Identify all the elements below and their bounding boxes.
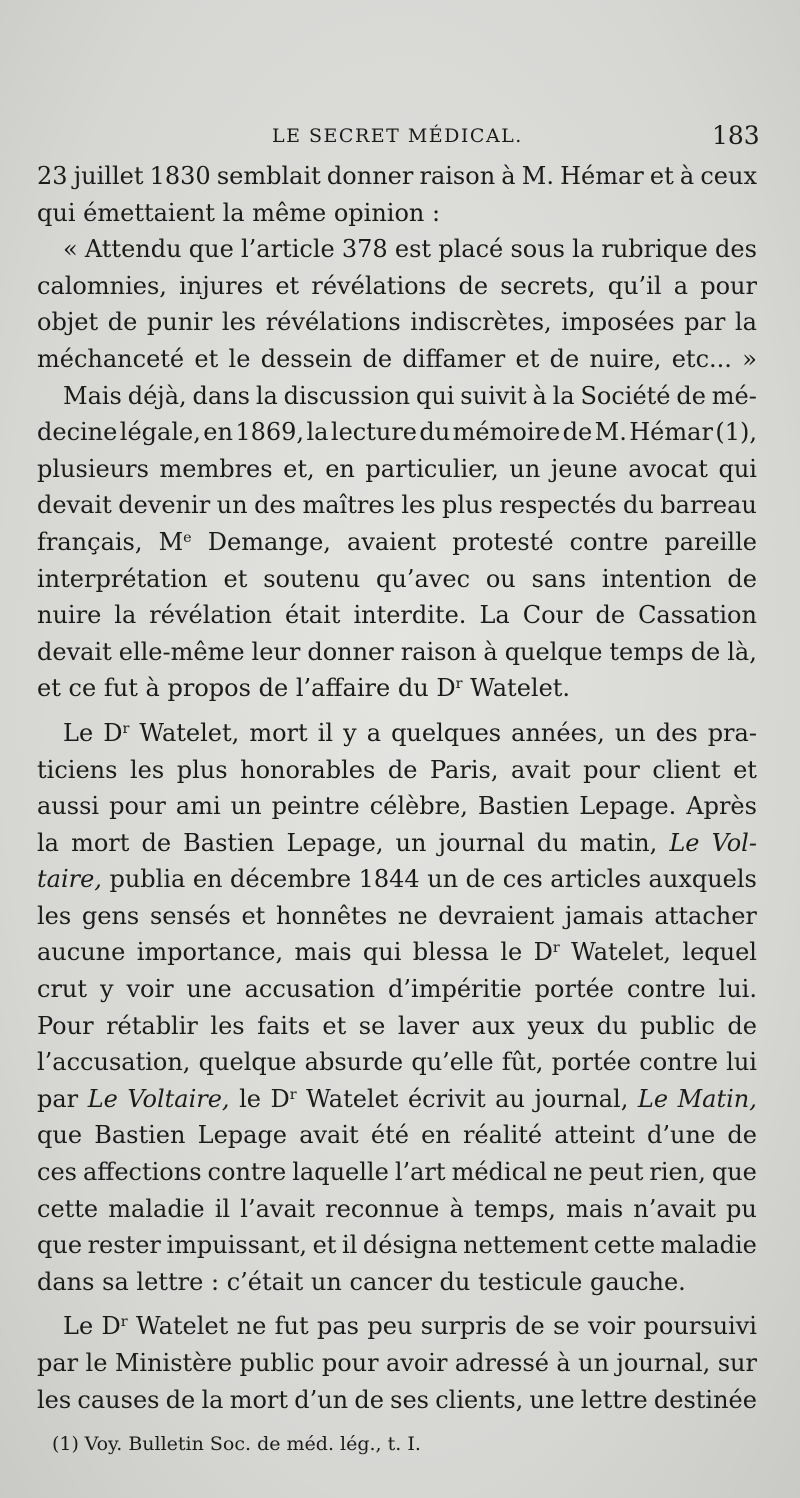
text-line: par Le Voltaire, le $D^r$ Watelet écrivit au journal, Le Matin, bbox=[37, 1084, 757, 1113]
text-line: devait devenir un des maîtres les plus respectés du barreau bbox=[37, 491, 757, 520]
text-line: aussi pour ami un peintre célèbre, Bastien Lepage. Après bbox=[37, 792, 757, 821]
text-line: objet de punir les révélations indiscrètes, imposées par la bbox=[37, 308, 757, 337]
text-line: qui émettaient la même opinion : bbox=[37, 198, 441, 227]
text-line: calomnies, injures et révélations de secrets, qu’il a pour bbox=[37, 271, 757, 300]
footnote bbox=[52, 1430, 752, 1458]
text-line: et ce fut à propos de l’affaire du $D^r$ Watelet. bbox=[37, 674, 571, 703]
text-line: 23 juillet 1830 semblait donner raison à M. Hémar et à ceux bbox=[37, 162, 757, 190]
text-line: Pour rétablir les faits et se laver aux yeux du public de bbox=[37, 1011, 757, 1040]
text-line: plusieurs membres et, en particulier, un jeune avocat qui bbox=[37, 454, 757, 483]
text-line: devait elle-même leur donner raison à quelque temps de là, bbox=[37, 637, 757, 666]
text-line: ces affections contre laquelle l’art médical ne peut rien, que bbox=[37, 1158, 757, 1187]
text-line: aucune importance, mais qui blessa le $D^r$ Watelet, lequel bbox=[37, 938, 757, 967]
text-line: la mort de Bastien Lepage, un journal du matin, Le Vol- bbox=[37, 828, 757, 857]
text-line: les gens sensés et honnêtes ne devraient jamais attacher bbox=[37, 901, 757, 930]
text-line: les causes de la mort d’un de ses clients, une lettre destinée bbox=[37, 1385, 757, 1414]
text-line: decine légale, en 1869, la lecture du mémoire de M. Hémar (1), bbox=[37, 418, 757, 447]
text-line: que Bastien Lepage avait été en réalité atteint d’une de bbox=[37, 1121, 757, 1150]
text-line: français, Me Demange, avaient protesté contre pareille bbox=[37, 527, 757, 556]
text-line: Le $D^r$ Watelet, mort il y a quelques années, un des pra- bbox=[63, 718, 757, 747]
page-number: 183 bbox=[712, 121, 760, 150]
text-line: dans sa lettre : c’était un cancer du testicule gauche. bbox=[37, 1267, 686, 1296]
text-line: que rester impuissant, et il désigna nettement cette maladie bbox=[37, 1231, 757, 1260]
text-line: cette maladie il l’avait reconnue à temps, mais n’avait pu bbox=[37, 1194, 757, 1223]
page-header bbox=[0, 118, 800, 154]
text-line: « Attendu que l’article 378 est placé sous la rubrique des bbox=[63, 235, 757, 264]
footnote-text: Voy. Bulletin Soc. de méd. lég., t. I. bbox=[84, 1433, 421, 1455]
body-text bbox=[37, 158, 757, 1418]
text-line: par le Ministère public pour avoir adressé à un journal, sur bbox=[37, 1349, 757, 1377]
text-line: crut y voir une accusation d’impéritie portée contre lui. bbox=[37, 975, 757, 1004]
footnote-marker: (1) bbox=[52, 1433, 79, 1455]
text-line: Le $D^r$ Watelet ne fut pas peu surpris de se voir poursuivi bbox=[63, 1312, 757, 1341]
text-line: ticiens les plus honorables de Paris, avait pour client et bbox=[37, 755, 757, 784]
text-line: Mais déjà, dans la discussion qui suivit à la Société de mé- bbox=[63, 381, 757, 410]
text-line: nuire la révélation était interdite. La Cour de Cassation bbox=[37, 601, 757, 630]
running-title: LE SECRET MÉDICAL. bbox=[272, 125, 523, 147]
text-line: l’accusation, quelque absurde qu’elle fût, portée contre lui bbox=[37, 1048, 757, 1077]
text-line: méchanceté et le dessein de diffamer et de nuire, etc... » bbox=[37, 344, 757, 373]
text-line: taire, publia en décembre 1844 un de ces articles auxquels bbox=[37, 865, 757, 894]
text-line: interprétation et soutenu qu’avec ou sans intention de bbox=[37, 564, 757, 593]
